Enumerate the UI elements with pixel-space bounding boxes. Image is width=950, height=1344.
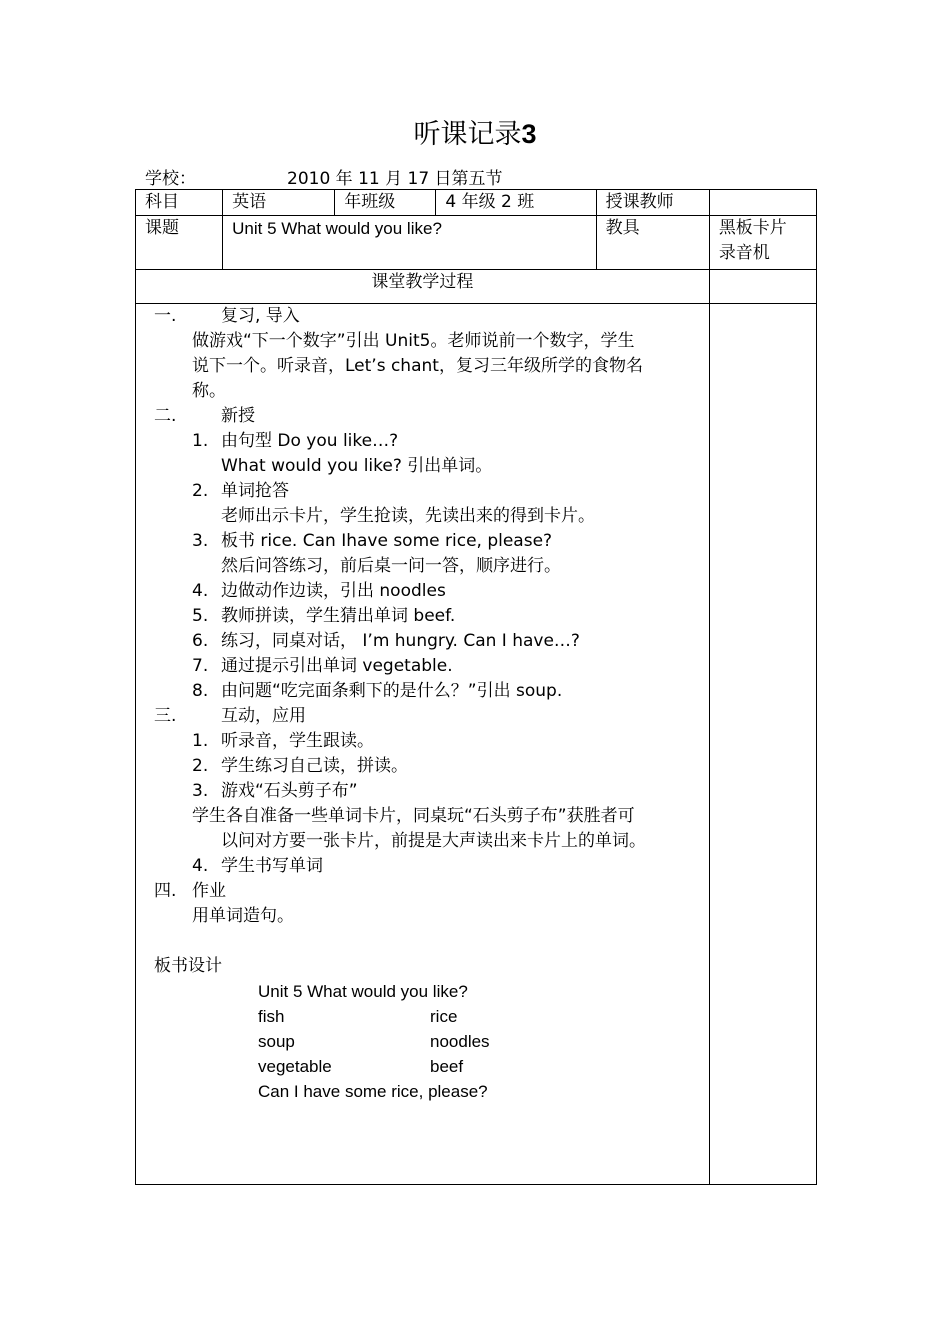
item-text: 教师拼读，学生猜出单词 beef. bbox=[221, 606, 456, 626]
text-line: 说下一个。听录音，Let’s chant，复习三年级所学的食物名 bbox=[192, 356, 643, 376]
item-text: 单词抢答 bbox=[221, 481, 289, 501]
item-text: 板书 rice. Can Ihave some rice, please? bbox=[221, 531, 553, 551]
item-number: 8. bbox=[192, 681, 209, 701]
item-text: What would you like? 引出单词。 bbox=[221, 456, 493, 476]
item-number: 6. bbox=[192, 631, 209, 651]
item-text: 练习，同桌对话， I’m hungry. Can I have…? bbox=[221, 631, 580, 651]
item-text: 学生练习自己读，拼读。 bbox=[221, 756, 408, 776]
board-word: beef bbox=[430, 1057, 464, 1076]
section-number: 二. bbox=[154, 406, 177, 426]
section-title: 互动，应用 bbox=[221, 706, 306, 726]
board-word: fish bbox=[258, 1007, 285, 1026]
aids-label: 教具 bbox=[596, 216, 709, 270]
subject-label: 科目 bbox=[136, 190, 223, 216]
topic-label: 课题 bbox=[136, 216, 223, 270]
item-text: 边做动作边读，引出 noodles bbox=[221, 581, 446, 601]
item-number: 3. bbox=[192, 781, 209, 801]
lesson-date: 2010 年 11 月 17 日第五节 bbox=[287, 169, 503, 189]
board-word: soup bbox=[258, 1032, 295, 1051]
process-header: 课堂教学过程 bbox=[136, 270, 710, 304]
class-label: 年班级 bbox=[335, 190, 436, 216]
process-cell bbox=[136, 304, 710, 1185]
item-text: 游戏“石头剪子布” bbox=[221, 781, 358, 801]
item-text: 学生书写单词 bbox=[221, 856, 323, 876]
text-line: 用单词造句。 bbox=[192, 906, 294, 926]
teacher-value bbox=[709, 190, 816, 216]
item-number: 1. bbox=[192, 731, 209, 751]
text-line: 称。 bbox=[192, 381, 226, 401]
item-number: 2. bbox=[192, 756, 209, 776]
subject-value: 英语 bbox=[223, 190, 335, 216]
page-title: 听课记录3 bbox=[413, 119, 537, 150]
item-number: 2. bbox=[192, 481, 209, 501]
aids-value-line: 黑板卡片 bbox=[718, 218, 787, 238]
item-number: 3. bbox=[192, 531, 209, 551]
aids-value bbox=[709, 216, 816, 270]
item-number: 5. bbox=[192, 606, 209, 626]
section-title: 复习, 导入 bbox=[221, 306, 300, 326]
process-side-cell bbox=[709, 304, 816, 1185]
board-word: noodles bbox=[430, 1032, 490, 1051]
board-sentence: Can I have some rice, please? bbox=[258, 1082, 488, 1101]
board-word: vegetable bbox=[258, 1057, 332, 1076]
process-content bbox=[145, 304, 700, 1184]
text-line: 学生各自准备一些单词卡片，同桌玩“石头剪子布”获胜者可 bbox=[192, 806, 635, 826]
item-text: 通过提示引出单词 vegetable. bbox=[221, 656, 453, 676]
section-number: 三. bbox=[154, 706, 177, 726]
item-number: 1. bbox=[192, 431, 209, 451]
class-value: 4 年级 2 班 bbox=[436, 190, 596, 216]
item-number: 7. bbox=[192, 656, 209, 676]
board-design-title: 板书设计 bbox=[154, 956, 222, 976]
process-header-row bbox=[136, 270, 817, 304]
item-text: 老师出示卡片，学生抢读，先读出来的得到卡片。 bbox=[221, 506, 595, 526]
item-text: 听录音，学生跟读。 bbox=[221, 731, 374, 751]
process-header-side bbox=[709, 270, 816, 304]
section-title: 作业 bbox=[192, 881, 226, 901]
info-row bbox=[136, 190, 817, 216]
observation-table bbox=[135, 189, 817, 1185]
section-title: 新授 bbox=[221, 406, 255, 426]
school-label: 学校： bbox=[145, 169, 196, 189]
teacher-label: 授课教师 bbox=[596, 190, 709, 216]
board-word: rice bbox=[430, 1007, 458, 1026]
topic-value: Unit 5 What would you like? bbox=[223, 216, 597, 270]
process-row bbox=[136, 304, 817, 1185]
board-heading: Unit 5 What would you like? bbox=[258, 982, 468, 1001]
item-text: 由问题“吃完面条剩下的是什么？”引出 soup. bbox=[221, 681, 563, 701]
text-line: 做游戏“下一个数字”引出 Unit5。老师说前一个数字，学生 bbox=[192, 331, 635, 351]
section-number: 四. bbox=[154, 881, 177, 901]
item-number: 4. bbox=[192, 581, 209, 601]
topic-row bbox=[136, 216, 817, 270]
text-line: 以问对方要一张卡片，前提是大声读出来卡片上的单词。 bbox=[221, 831, 646, 851]
section-number: 一. bbox=[154, 306, 177, 326]
item-number: 4. bbox=[192, 856, 209, 876]
aids-value-line: 录音机 bbox=[718, 243, 770, 263]
item-text: 由句型 Do you like…? bbox=[221, 431, 399, 451]
item-text: 然后问答练习，前后桌一问一答，顺序进行。 bbox=[221, 556, 561, 576]
